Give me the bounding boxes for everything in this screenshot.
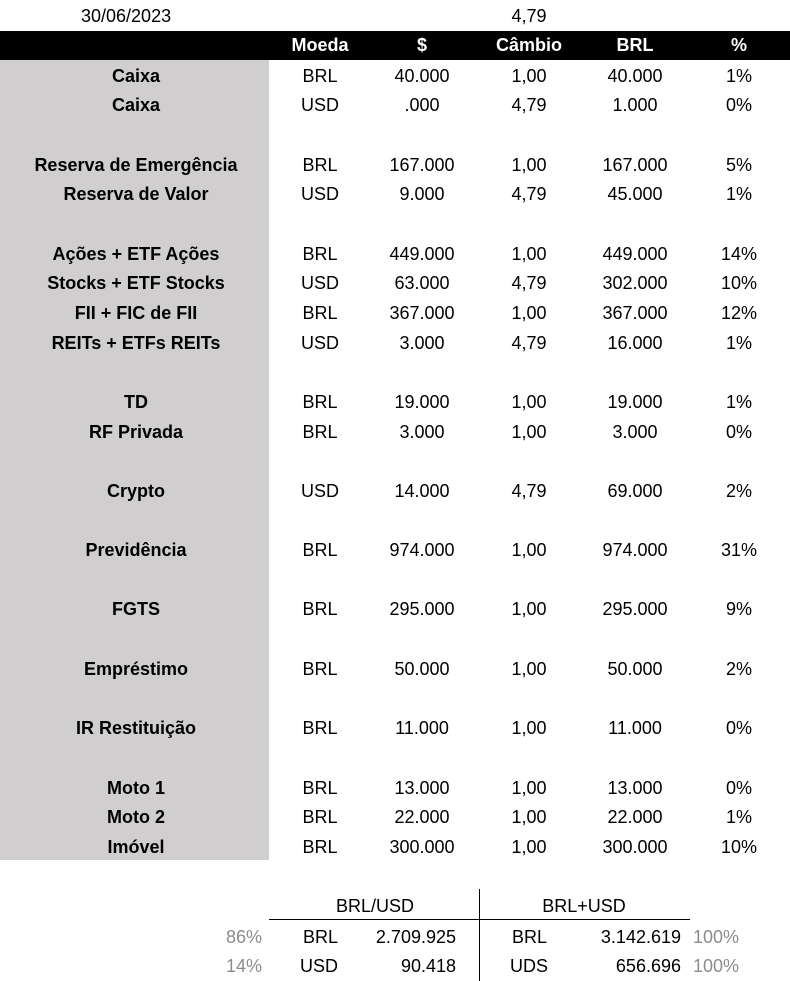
table-row bbox=[0, 179, 790, 208]
asset-name: Caixa bbox=[111, 66, 161, 86]
asset-name: IR Restituição bbox=[75, 718, 197, 738]
asset-name: Moto 1 bbox=[107, 778, 165, 798]
asset-name: Imóvel bbox=[107, 837, 165, 857]
summary-currency-2: UDS bbox=[510, 956, 549, 976]
asset-exchange: 1,00 bbox=[511, 155, 547, 175]
asset-exchange: 1,00 bbox=[511, 66, 547, 86]
asset-currency: BRL bbox=[302, 540, 338, 560]
asset-exchange: 1,00 bbox=[511, 244, 547, 264]
asset-brl: 449.000 bbox=[602, 244, 668, 264]
asset-percent: 14% bbox=[720, 244, 758, 264]
asset-brl: 974.000 bbox=[602, 540, 668, 560]
asset-currency: BRL bbox=[302, 66, 338, 86]
summary-pct: 86% bbox=[226, 927, 263, 947]
asset-brl: 22.000 bbox=[607, 807, 663, 827]
asset-name: Previdência bbox=[85, 540, 187, 560]
table-row bbox=[0, 773, 790, 802]
asset-percent: 1% bbox=[725, 184, 753, 204]
asset-currency: USD bbox=[300, 184, 340, 204]
asset-percent: 1% bbox=[725, 807, 753, 827]
table-row bbox=[0, 802, 790, 831]
asset-value: 19.000 bbox=[394, 392, 450, 412]
table-row bbox=[0, 150, 790, 179]
asset-brl: 50.000 bbox=[607, 659, 663, 679]
asset-currency: BRL bbox=[302, 303, 338, 323]
asset-name: FGTS bbox=[112, 599, 160, 619]
asset-currency: BRL bbox=[302, 718, 338, 738]
asset-percent: 0% bbox=[725, 422, 753, 442]
asset-currency: BRL bbox=[302, 422, 338, 442]
asset-name: Crypto bbox=[107, 481, 165, 501]
asset-exchange: 1,00 bbox=[511, 659, 547, 679]
asset-value: 295.000 bbox=[389, 599, 455, 619]
asset-currency: BRL bbox=[302, 778, 338, 798]
asset-currency: BRL bbox=[302, 837, 338, 857]
asset-brl: 19.000 bbox=[607, 392, 663, 412]
summary-pct-2: 100% bbox=[693, 956, 740, 976]
asset-exchange: 4,79 bbox=[511, 481, 547, 501]
header-moeda: Moeda bbox=[291, 35, 349, 55]
asset-name: RF Privada bbox=[88, 422, 184, 442]
table-row bbox=[0, 298, 790, 327]
asset-brl: 45.000 bbox=[607, 184, 663, 204]
summary-pct-2: 100% bbox=[693, 927, 740, 947]
asset-exchange: 4,79 bbox=[511, 184, 547, 204]
asset-exchange: 1,00 bbox=[511, 718, 547, 738]
summary-amount-2: 3.142.619 bbox=[600, 927, 681, 947]
asset-exchange: 1,00 bbox=[511, 837, 547, 857]
summary-pct: 14% bbox=[226, 956, 263, 976]
table-row bbox=[0, 713, 790, 742]
asset-percent: 10% bbox=[720, 837, 758, 857]
asset-value: 3.000 bbox=[399, 422, 445, 442]
report-date: 30/06/2023 bbox=[81, 6, 172, 26]
asset-exchange: 1,00 bbox=[511, 807, 547, 827]
asset-value: 22.000 bbox=[394, 807, 450, 827]
asset-exchange: 4,79 bbox=[511, 333, 547, 353]
asset-value: 167.000 bbox=[389, 155, 455, 175]
asset-exchange: 1,00 bbox=[511, 778, 547, 798]
asset-percent: 12% bbox=[720, 303, 758, 323]
table-row bbox=[0, 594, 790, 623]
asset-percent: 0% bbox=[725, 95, 753, 115]
asset-value: 974.000 bbox=[389, 540, 455, 560]
asset-brl: 13.000 bbox=[607, 778, 663, 798]
asset-currency: BRL bbox=[302, 659, 338, 679]
asset-brl: 3.000 bbox=[612, 422, 658, 442]
asset-name: Stocks + ETF Stocks bbox=[47, 273, 225, 293]
asset-percent: 2% bbox=[725, 481, 753, 501]
asset-name: Reserva de Emergência bbox=[34, 155, 238, 175]
asset-exchange: 1,00 bbox=[511, 599, 547, 619]
asset-percent: 0% bbox=[725, 778, 753, 798]
table-header bbox=[0, 31, 790, 60]
asset-value: 3.000 bbox=[399, 333, 445, 353]
asset-percent: 9% bbox=[725, 599, 753, 619]
asset-value: 367.000 bbox=[389, 303, 455, 323]
header-cambio: Câmbio bbox=[495, 35, 563, 55]
asset-value: 9.000 bbox=[399, 184, 445, 204]
asset-brl: 300.000 bbox=[602, 837, 668, 857]
asset-brl: 367.000 bbox=[602, 303, 668, 323]
table-row bbox=[0, 90, 790, 119]
asset-name: TD bbox=[124, 392, 148, 412]
asset-exchange: 1,00 bbox=[511, 303, 547, 323]
table-row bbox=[0, 387, 790, 416]
asset-brl: 302.000 bbox=[602, 273, 668, 293]
asset-currency: BRL bbox=[302, 599, 338, 619]
asset-currency: BRL bbox=[302, 392, 338, 412]
header-brl: BRL bbox=[616, 35, 654, 55]
header-pct: % bbox=[730, 35, 748, 55]
asset-currency: USD bbox=[300, 273, 340, 293]
asset-exchange: 4,79 bbox=[511, 273, 547, 293]
table-row bbox=[0, 832, 790, 861]
asset-value: 300.000 bbox=[389, 837, 455, 857]
asset-currency: BRL bbox=[302, 244, 338, 264]
asset-value: 13.000 bbox=[394, 778, 450, 798]
asset-value: 40.000 bbox=[394, 66, 450, 86]
summary-currency: USD bbox=[300, 956, 339, 976]
asset-currency: USD bbox=[300, 95, 340, 115]
asset-name: FII + FIC de FII bbox=[74, 303, 198, 323]
asset-percent: 5% bbox=[725, 155, 753, 175]
asset-exchange: 1,00 bbox=[511, 422, 547, 442]
asset-brl: 167.000 bbox=[602, 155, 668, 175]
asset-name: Caixa bbox=[111, 95, 161, 115]
header-valor: $ bbox=[416, 35, 428, 55]
asset-percent: 1% bbox=[725, 333, 753, 353]
asset-name: Moto 2 bbox=[107, 807, 165, 827]
asset-name: Reserva de Valor bbox=[63, 184, 209, 204]
summary-divider bbox=[479, 889, 480, 981]
exchange-rate: 4,79 bbox=[511, 6, 547, 26]
summary-head-brl-plus-usd: BRL+USD bbox=[542, 896, 626, 916]
asset-brl: 11.000 bbox=[608, 718, 662, 738]
asset-percent: 31% bbox=[720, 540, 758, 560]
asset-currency: BRL bbox=[302, 807, 338, 827]
asset-brl: 295.000 bbox=[602, 599, 668, 619]
asset-currency: USD bbox=[300, 333, 340, 353]
asset-percent: 2% bbox=[725, 659, 753, 679]
asset-value: 50.000 bbox=[394, 659, 450, 679]
table-row bbox=[0, 417, 790, 446]
table-row bbox=[0, 654, 790, 683]
asset-value: 11.000 bbox=[395, 718, 449, 738]
asset-brl: 69.000 bbox=[607, 481, 663, 501]
table-row bbox=[0, 535, 790, 564]
asset-exchange: 1,00 bbox=[511, 540, 547, 560]
table-row bbox=[0, 239, 790, 268]
table-row bbox=[0, 61, 790, 90]
asset-brl: 1.000 bbox=[612, 95, 658, 115]
asset-percent: 1% bbox=[725, 66, 753, 86]
asset-percent: 0% bbox=[725, 718, 753, 738]
asset-percent: 1% bbox=[725, 392, 753, 412]
asset-currency: USD bbox=[300, 481, 340, 501]
summary-amount-2: 656.696 bbox=[615, 956, 681, 976]
asset-name: REITs + ETFs REITs bbox=[51, 333, 221, 353]
summary-amount: 90.418 bbox=[400, 956, 456, 976]
table-row bbox=[0, 268, 790, 297]
summary-amount: 2.709.925 bbox=[375, 927, 456, 947]
summary-head-brl-usd: BRL/USD bbox=[335, 896, 415, 916]
summary-currency: BRL bbox=[303, 927, 339, 947]
asset-exchange: 1,00 bbox=[511, 392, 547, 412]
asset-value: 63.000 bbox=[394, 273, 450, 293]
asset-exchange: 4,79 bbox=[511, 95, 547, 115]
asset-currency: BRL bbox=[302, 155, 338, 175]
asset-value: 14.000 bbox=[394, 481, 450, 501]
asset-value: .000 bbox=[404, 95, 440, 115]
table-row bbox=[0, 476, 790, 505]
summary-header-line bbox=[269, 919, 690, 920]
summary-currency-2: BRL bbox=[512, 927, 548, 947]
asset-name: Empréstimo bbox=[83, 659, 189, 679]
asset-percent: 10% bbox=[720, 273, 758, 293]
asset-value: 449.000 bbox=[389, 244, 455, 264]
table-row bbox=[0, 328, 790, 357]
asset-brl: 40.000 bbox=[607, 66, 663, 86]
asset-brl: 16.000 bbox=[607, 333, 663, 353]
asset-name: Ações + ETF Ações bbox=[52, 244, 220, 264]
